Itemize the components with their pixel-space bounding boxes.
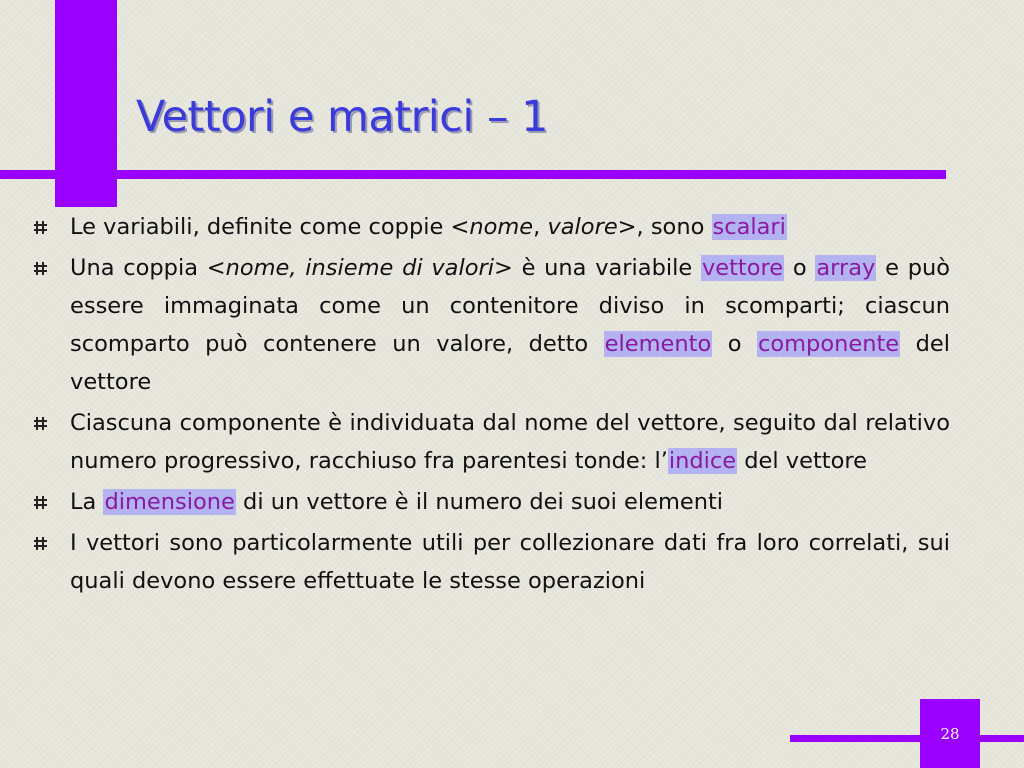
highlighted-term-dimensione: dimensione bbox=[104, 489, 235, 515]
bullet-item-vettore bbox=[34, 249, 950, 401]
footer-rule bbox=[790, 735, 1024, 742]
bullet-item-scalari bbox=[34, 208, 950, 246]
bullet-text: , bbox=[533, 214, 548, 240]
bullet-text: o bbox=[784, 255, 816, 281]
highlighted-term-vettore: vettore bbox=[701, 255, 784, 281]
highlighted-term-indice: indice bbox=[668, 448, 737, 474]
bullet-text: del vettore bbox=[70, 331, 950, 395]
highlighted-term-elemento: elemento bbox=[604, 331, 712, 357]
bullet-italic-term: nome bbox=[469, 214, 534, 240]
bullet-text: di un vettore è il numero dei suoi elementi bbox=[235, 489, 724, 515]
bullet-text: Ciascuna componente è individuata dal nome del vettore, seguito dal relativo numero progressivo, racchiuso fra parentesi tonde: l’ bbox=[70, 410, 950, 474]
bullet-item-vettori-utili bbox=[34, 524, 950, 600]
page-number-box bbox=[920, 699, 980, 768]
highlighted-term-array: array bbox=[816, 255, 876, 281]
bullet-text: del vettore bbox=[737, 448, 867, 474]
bullet-text: e può essere immaginata come un contenitore diviso in scomparti; ciascun scomparto può contenere un valore, detto bbox=[70, 255, 950, 357]
bullet-item-dimensione bbox=[34, 483, 950, 521]
hash-bullet-icon bbox=[34, 262, 47, 275]
bullet-text: Le variabili, definite come coppie < bbox=[70, 214, 470, 240]
bullet-text: Una coppia < bbox=[70, 255, 226, 281]
hash-bullet-icon bbox=[34, 496, 47, 509]
bullet-text: I vettori sono particolarmente utili per collezionare dati fra loro correlati, sui quali devono essere effettuate le stesse operazioni bbox=[70, 530, 950, 594]
hash-bullet-icon bbox=[34, 221, 47, 234]
bullet-text: La bbox=[70, 489, 104, 515]
bullet-item-indice bbox=[34, 404, 950, 480]
bullet-list bbox=[34, 208, 950, 603]
highlighted-term-componente: componente bbox=[757, 331, 900, 357]
hash-bullet-icon bbox=[34, 537, 47, 550]
slide-title: Vettori e matrici – 1 bbox=[136, 92, 548, 142]
title-underline-rule bbox=[0, 170, 946, 179]
bullet-text: >, sono bbox=[617, 214, 712, 240]
hash-bullet-icon bbox=[34, 417, 47, 430]
bullet-text: > è una variabile bbox=[493, 255, 701, 281]
highlighted-term-scalari: scalari bbox=[712, 214, 786, 240]
bullet-text: o bbox=[712, 331, 757, 357]
bullet-italic-term: nome, insieme di valori bbox=[225, 255, 494, 281]
bullet-italic-term: valore bbox=[547, 214, 618, 240]
page-number: 28 bbox=[940, 724, 960, 743]
